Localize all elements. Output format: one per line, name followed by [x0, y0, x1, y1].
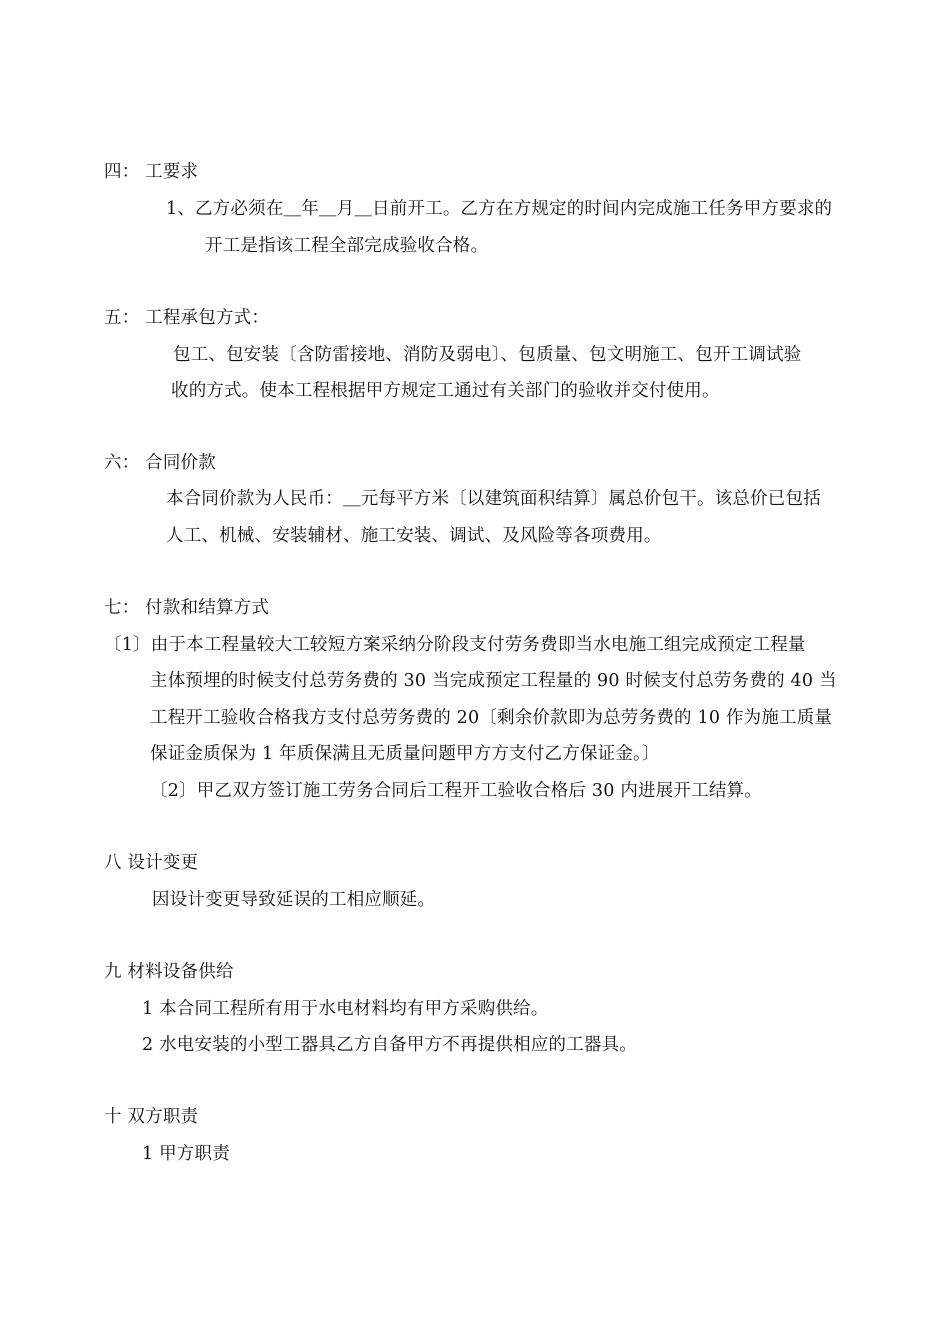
- section-9-line-2: 2 水电安装的小型工器具乙方自备甲方不再提供相应的工器具。: [142, 1035, 637, 1055]
- section-6-line-1: 本合同价款为人民币：＿元每平方米〔以建筑面积结算〕属总价包干。该总价已包括: [166, 489, 821, 509]
- section-4-line-1: 1、乙方必须在＿年＿月＿日前开工。乙方在方规定的时间内完成施工任务甲方要求的: [166, 199, 833, 219]
- section-6-heading: 六： 合同价款: [104, 453, 216, 473]
- section-8-heading: 八 设计变更: [104, 853, 199, 873]
- section-10-heading: 十 双方职责: [104, 1107, 199, 1127]
- section-4-heading: 四： 工要求: [104, 162, 199, 182]
- section-7-line-4: 保证金质保为 1 年质保满且无质量问题甲方方支付乙方保证金。〕: [150, 744, 660, 764]
- section-8-line-1: 因设计变更导致延误的工相应顺延。: [152, 890, 436, 910]
- section-7-heading: 七： 付款和结算方式: [104, 598, 270, 618]
- section-4-line-2: 开工是指该工程全部完成验收合格。: [205, 236, 489, 256]
- section-10-line-1: 1 甲方职责: [142, 1144, 230, 1164]
- section-5-line-1: 包工、包安装〔含防雷接地、消防及弱电〕、包质量、包文明施工、包开工调试验: [173, 345, 802, 365]
- section-7-line-1: 〔1〕由于本工程量较大工较短方案采纳分阶段支付劳务费即当水电施工组完成预定工程量: [104, 635, 806, 655]
- section-9-heading: 九 材料设备供给: [104, 962, 234, 982]
- section-7-line-5: 〔2〕甲乙双方签订施工劳务合同后工程开工验收合格后 30 内进展开工结算。: [150, 781, 762, 801]
- section-7-line-3: 工程开工验收合格我方支付总劳务费的 20〔剩余价款即为总劳务费的 10 作为施工质量: [150, 708, 833, 728]
- section-7-line-2: 主体预埋的时候支付总劳务费的 30 当完成预定工程量的 90 时候支付总劳务费的 40 当: [150, 671, 837, 691]
- section-5-heading: 五： 工程承包方式：: [104, 308, 270, 328]
- section-9-line-1: 1 本合同工程所有用于水电材料均有甲方采购供给。: [142, 999, 549, 1019]
- section-5-line-2: 收的方式。使本工程根据甲方规定工通过有关部门的验收并交付使用。: [171, 381, 720, 401]
- section-6-line-2: 人工、机械、安装辅材、施工安装、调试、及风险等各项费用。: [166, 526, 662, 546]
